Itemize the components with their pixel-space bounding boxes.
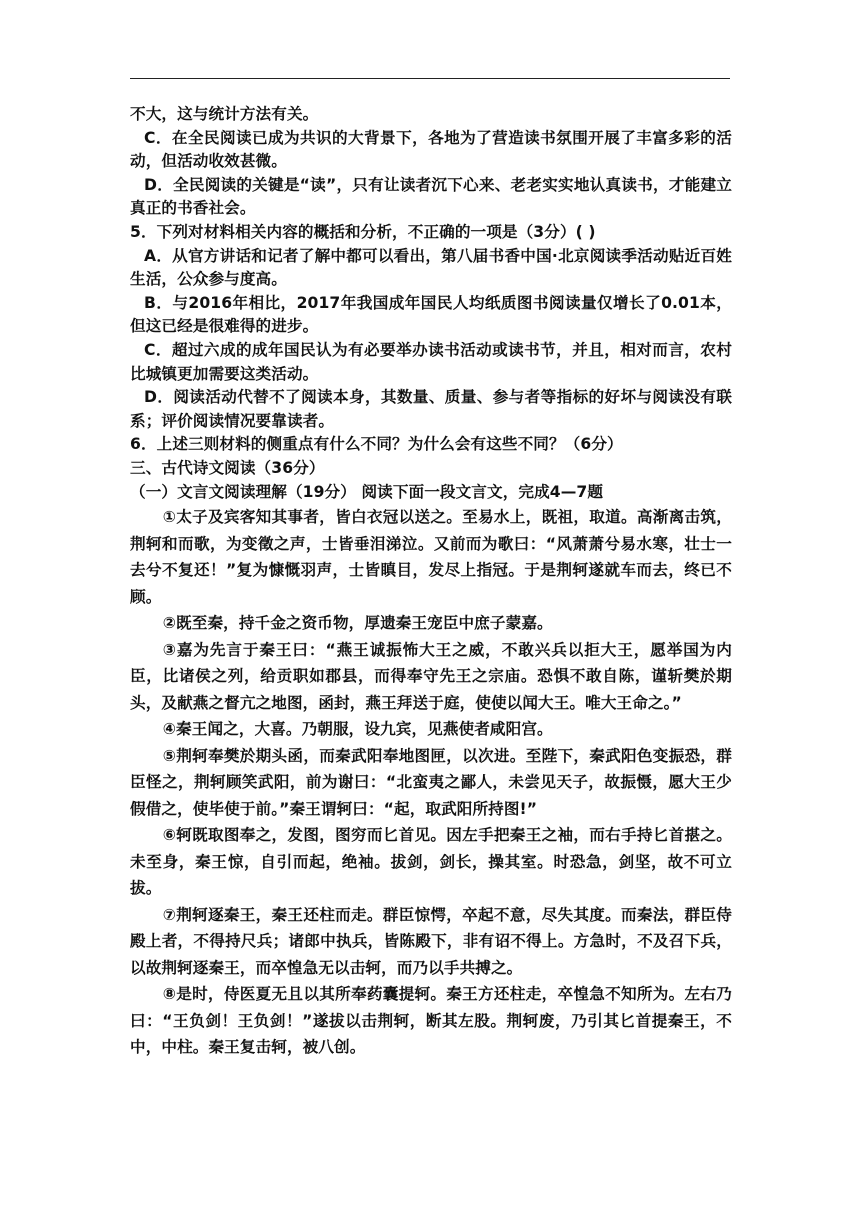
q5-option-a: A．从官方讲话和记者了解中都可以看出，第八届书香中国·北京阅读季活动贴近百姓生活，公众参与度高。	[130, 246, 732, 289]
passage-paragraph-7: ⑦荆轲逐秦王，秦王还柱而走。群臣惊愕，卒起不意，尽失其度。而秦法，群臣侍殿上者，不得持尺兵；诸郎中执兵，皆陈殿下，非有诏不得上。方急时，不及召下兵，以故荆轲逐秦王，而卒惶急无以击轲，而乃以手共搏之。	[130, 905, 732, 977]
passage-paragraph-8: ⑧是时，侍医夏无且以其所奉药囊提轲。秦王方还柱走，卒惶急不知所为。左右乃曰：“王负剑！王负剑！”遂拔以击荆轲，断其左股。荆轲废，乃引其匕首提秦王，不中，中柱。秦王复击轲，被八创。	[130, 985, 732, 1057]
q5-option-c: C．超过六成的成年国民认为有必要举办读书活动或读书节，并且，相对而言，农村比城镇更加需要这类活动。	[130, 340, 732, 383]
passage-paragraph-1: ①太子及宾客知其事者，皆白衣冠以送之。至易水上，既祖，取道。高渐离击筑，荆轲和而歌，为变徵之声，士皆垂泪涕泣。又前而为歌曰：“风萧萧兮易水寒，壮士一去兮不复还！”复为慷慨羽声，士皆瞋目，发尽上指冠。于是荆轲遂就车而去，终已不顾。	[130, 508, 732, 606]
question-6: 6．上述三则材料的侧重点有什么不同？为什么会有这些不同？（6分）	[130, 435, 623, 454]
q5-option-d: D．阅读活动代替不了阅读本身，其数量、质量、参与者等指标的好坏与阅读没有联系；评价阅读情况要靠读者。	[130, 388, 732, 430]
question-5: 5．下列对材料相关内容的概括和分析，不正确的一项是（3分）( )	[130, 222, 596, 241]
subsection-heading: （一）文言文阅读理解（19分） 阅读下面一段文言文，完成4—7题	[130, 482, 604, 501]
continuation-line: 不大，这与统计方法有关。	[130, 105, 319, 123]
passage-paragraph-4: ④秦王闻之，大喜。乃朝服，设九宾，见燕使者咸阳宫。	[162, 720, 553, 739]
header-rule	[130, 78, 730, 79]
passage-paragraph-6: ⑥轲既取图奉之，发图，图穷而匕首见。因左手把秦王之袖，而右手持匕首揕之。未至身，秦王惊，自引而起，绝袖。拔剑，剑长，操其室。时恐急，剑坚，故不可立拔。	[130, 826, 732, 898]
section-heading: 三、古代诗文阅读（36分）	[130, 458, 325, 477]
passage-paragraph-2: ②既至秦，持千金之资币物，厚遗秦王宠臣中庶子蒙嘉。	[162, 614, 553, 633]
passage-paragraph-5: ⑤荆轲奉樊於期头函，而秦武阳奉地图匣，以次进。至陛下，秦武阳色变振恐，群臣怪之，荆轲顾笑武阳，前为谢曰：“北蛮夷之鄙人，未尝见天子，故振慑，愿大王少假借之，使毕使于前。”秦王谓轲曰：“起，取武阳所持图!”	[130, 746, 732, 818]
q4-option-d: D．全民阅读的关键是“读”，只有让读者沉下心来、老老实实地认真读书，才能建立真正的书香社会。	[130, 175, 732, 218]
passage-paragraph-3: ③嘉为先言于秦王曰：“燕王诚振怖大王之威，不敢兴兵以拒大王，愿举国为内臣，比诸侯之列，给贡职如郡县，而得奉守先王之宗庙。恐惧不敢自陈，谨斩樊於期头，及献燕之督亢之地图，函封，燕王拜送于庭，使使以闻大王。唯大王命之。”	[130, 640, 732, 712]
q4-option-c: C．在全民阅读已成为共识的大背景下，各地为了营造读书氛围开展了丰富多彩的活动，但活动收效甚微。	[130, 128, 732, 171]
q5-option-b: B．与2016年相比，2017年我国成年国民人均纸质图书阅读量仅增长了0.01本，但这已经是很难得的进步。	[130, 293, 732, 336]
document-body	[130, 103, 732, 1061]
